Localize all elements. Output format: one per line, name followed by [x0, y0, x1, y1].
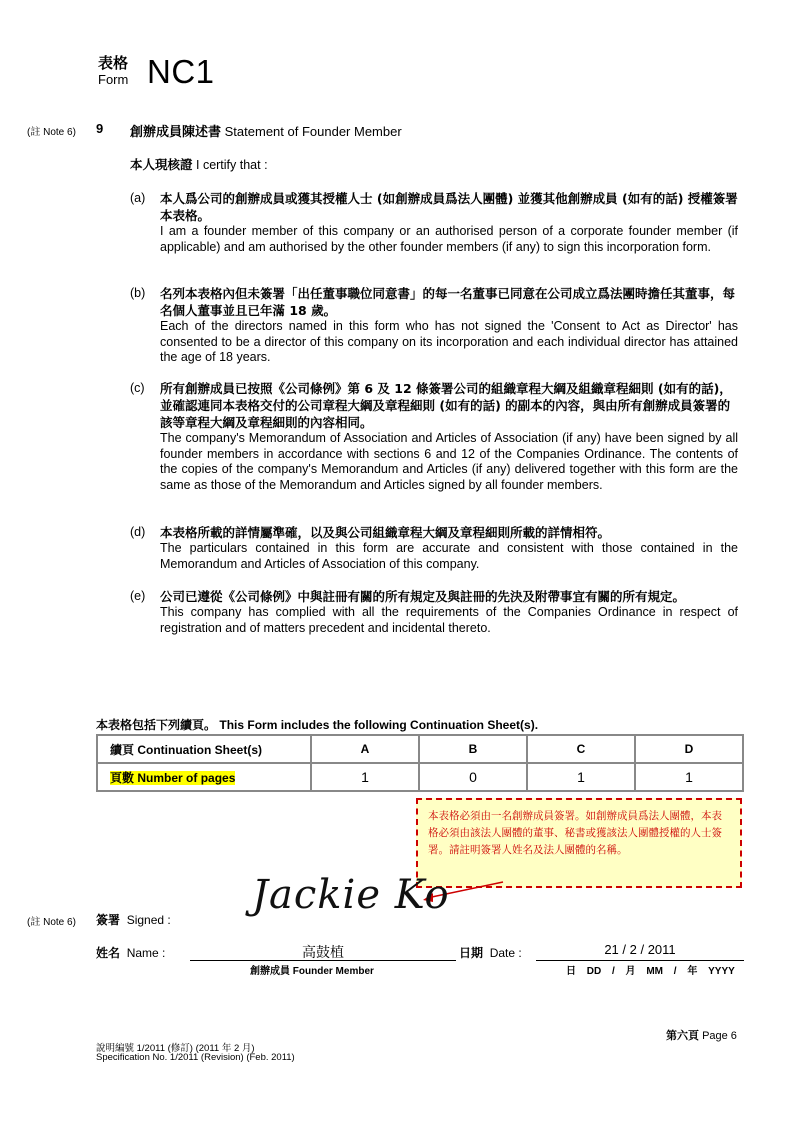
name-label-zh: 姓名: [96, 946, 121, 960]
signature-image: Jackie Ko: [252, 872, 450, 918]
item-a-label: (a): [130, 191, 146, 205]
pages-row-label-en: Number of pages: [137, 770, 236, 785]
pages-row-label: [97, 763, 311, 791]
page-number-en: Page 6: [702, 1030, 737, 1042]
date-field[interactable]: [536, 942, 744, 961]
item-e-zh: 公司已遵從《公司條例》中與註冊有關的所有規定及與註冊的先決及附帶事宜有關的所有規定。: [160, 589, 686, 604]
column-d: D: [635, 735, 743, 763]
page-number-zh: 第六頁: [666, 1029, 699, 1042]
item-d-en: The particulars contained in this form are accurate and consistent with those contained in the Memorandum and Articles of Association of this company.: [160, 541, 738, 571]
section-title-zh: 創辦成員陳述書: [130, 125, 222, 140]
page-number: [666, 1027, 737, 1043]
signed-label: [96, 911, 171, 928]
continuation-title-zh: 本表格包括下列續頁。: [96, 718, 217, 732]
item-b-zh: 名列本表格內但未簽署「出任董事職位同意書」的每一名董事已同意在公司成立爲法團時擔任其董事，每名個人董事並且已年滿 18 歲。: [160, 286, 736, 318]
continuation-header-row: [97, 735, 743, 763]
continuation-table: [96, 734, 744, 792]
continuation-title-en: This Form includes the following Continuation Sheet(s).: [219, 718, 539, 732]
certify-zh: 本人現核證: [130, 157, 193, 172]
date-label: [459, 944, 522, 961]
section-title: [130, 121, 402, 140]
name-label-en: Name :: [126, 946, 166, 960]
section-number: 9: [96, 121, 104, 136]
item-d-zh: 本表格所載的詳情屬準確，以及與公司組織章程大綱及章程細則所載的詳情相符。: [160, 525, 611, 540]
item-e-label: (e): [130, 589, 146, 603]
date-label-zh: 日期: [459, 946, 484, 960]
item-b-en: Each of the directors named in this form who has not signed the 'Consent to Act as Director' has consented to be a director of this company on its incorporation and each individual director has attained the age of 18 years.: [160, 319, 738, 364]
form-label-zh: 表格: [98, 55, 129, 72]
item-c-en: The company's Memorandum of Association and Articles of Association (if any) have been signed by all founder members in accordance with sections 6 and 12 of the Companies Ordinance. The contents of the copies of the company's Memorandum and Articles (if any) delivered together with this form are the same as those of the Memorandum and Articles signed by all founder members.: [160, 431, 738, 492]
item-b-label: (b): [130, 286, 146, 300]
item-a-zh: 本人爲公司的創辦成員或獲其授權人士 (如創辦成員爲法人團體) 並獲其他創辦成員 (如有的話) 授權簽署本表格。: [160, 191, 738, 223]
item-c: [160, 380, 738, 493]
founder-member-en: Founder Member: [292, 966, 374, 977]
pages-row: [97, 763, 743, 791]
item-c-label: (c): [130, 381, 145, 395]
date-label-en: Date :: [489, 946, 522, 960]
item-d-label: (d): [130, 525, 146, 539]
pages-row-label-zh: 頁數: [110, 770, 135, 785]
form-label-en: Form: [98, 72, 129, 87]
signature-note-label: (註 Note 6): [27, 917, 76, 928]
date-value: 21 / 2 / 2011: [604, 942, 676, 957]
date-format-caption: 日 DD / 月 MM / 年 YYYY: [566, 966, 735, 977]
pages-a[interactable]: 1: [311, 763, 419, 791]
item-c-zh: 所有創辦成員已按照《公司條例》第 6 及 12 條簽署公司的組織章程大綱及組織章程細則 (如有的話)，並確認連同本表格交付的公司章程大綱及章程細則 (如有的話) 的副本的內容，與由所有創辦成員簽署的該等章程大綱及章程細則的內容相同。: [160, 381, 732, 430]
item-b: [160, 285, 738, 366]
spec-zh: 說明編號 1/2011 (修訂) (2011 年 2 月): [96, 1043, 255, 1054]
name-value: 高鼓植: [302, 944, 344, 960]
column-c: C: [527, 735, 635, 763]
pages-b[interactable]: 0: [419, 763, 527, 791]
name-label: [96, 944, 165, 961]
pages-row-label-highlight: [110, 771, 235, 785]
founder-member-caption: [250, 962, 374, 977]
continuation-row-label-zh: 續頁: [110, 742, 135, 757]
item-e: [160, 588, 738, 636]
item-a-en: I am a founder member of this company or an authorised person of a corporate founder member (if applicable) and am authorised by the other founder members (if any) to sign this incorporation form.: [160, 224, 738, 254]
continuation-title: [96, 716, 538, 733]
column-b: B: [419, 735, 527, 763]
signed-label-en: Signed :: [126, 913, 171, 927]
signed-label-zh: 簽署: [96, 913, 121, 927]
section-note-label: (註 Note 6): [27, 127, 76, 138]
item-d: [160, 524, 738, 572]
pages-c[interactable]: 1: [527, 763, 635, 791]
certify-line: [130, 155, 268, 173]
form-code: NC1: [147, 53, 215, 90]
continuation-row-label: [97, 735, 311, 763]
name-field[interactable]: [190, 942, 456, 961]
pages-d[interactable]: 1: [635, 763, 743, 791]
founder-member-zh: 創辦成員: [250, 966, 290, 977]
item-a: [160, 190, 738, 255]
section-title-en: Statement of Founder Member: [224, 124, 402, 139]
continuation-row-label-en: Continuation Sheet(s): [137, 742, 263, 757]
certify-en: I certify that :: [196, 158, 268, 172]
signature-callout: 本表格必須由一名創辦成員簽署。如創辦成員爲法人團體，本表格必須由該法人團體的董事、秘書或獲該法人團體授權的人士簽署。請註明簽署人姓名及法人團體的名稱。: [416, 798, 742, 888]
item-e-en: This company has complied with all the requirements of the Companies Ordinance in respect of registration and of matters precedent and incidental thereto.: [160, 605, 738, 635]
spec-en: Specification No. 1/2011 (Revision) (Feb. 2011): [96, 1052, 295, 1063]
column-a: A: [311, 735, 419, 763]
